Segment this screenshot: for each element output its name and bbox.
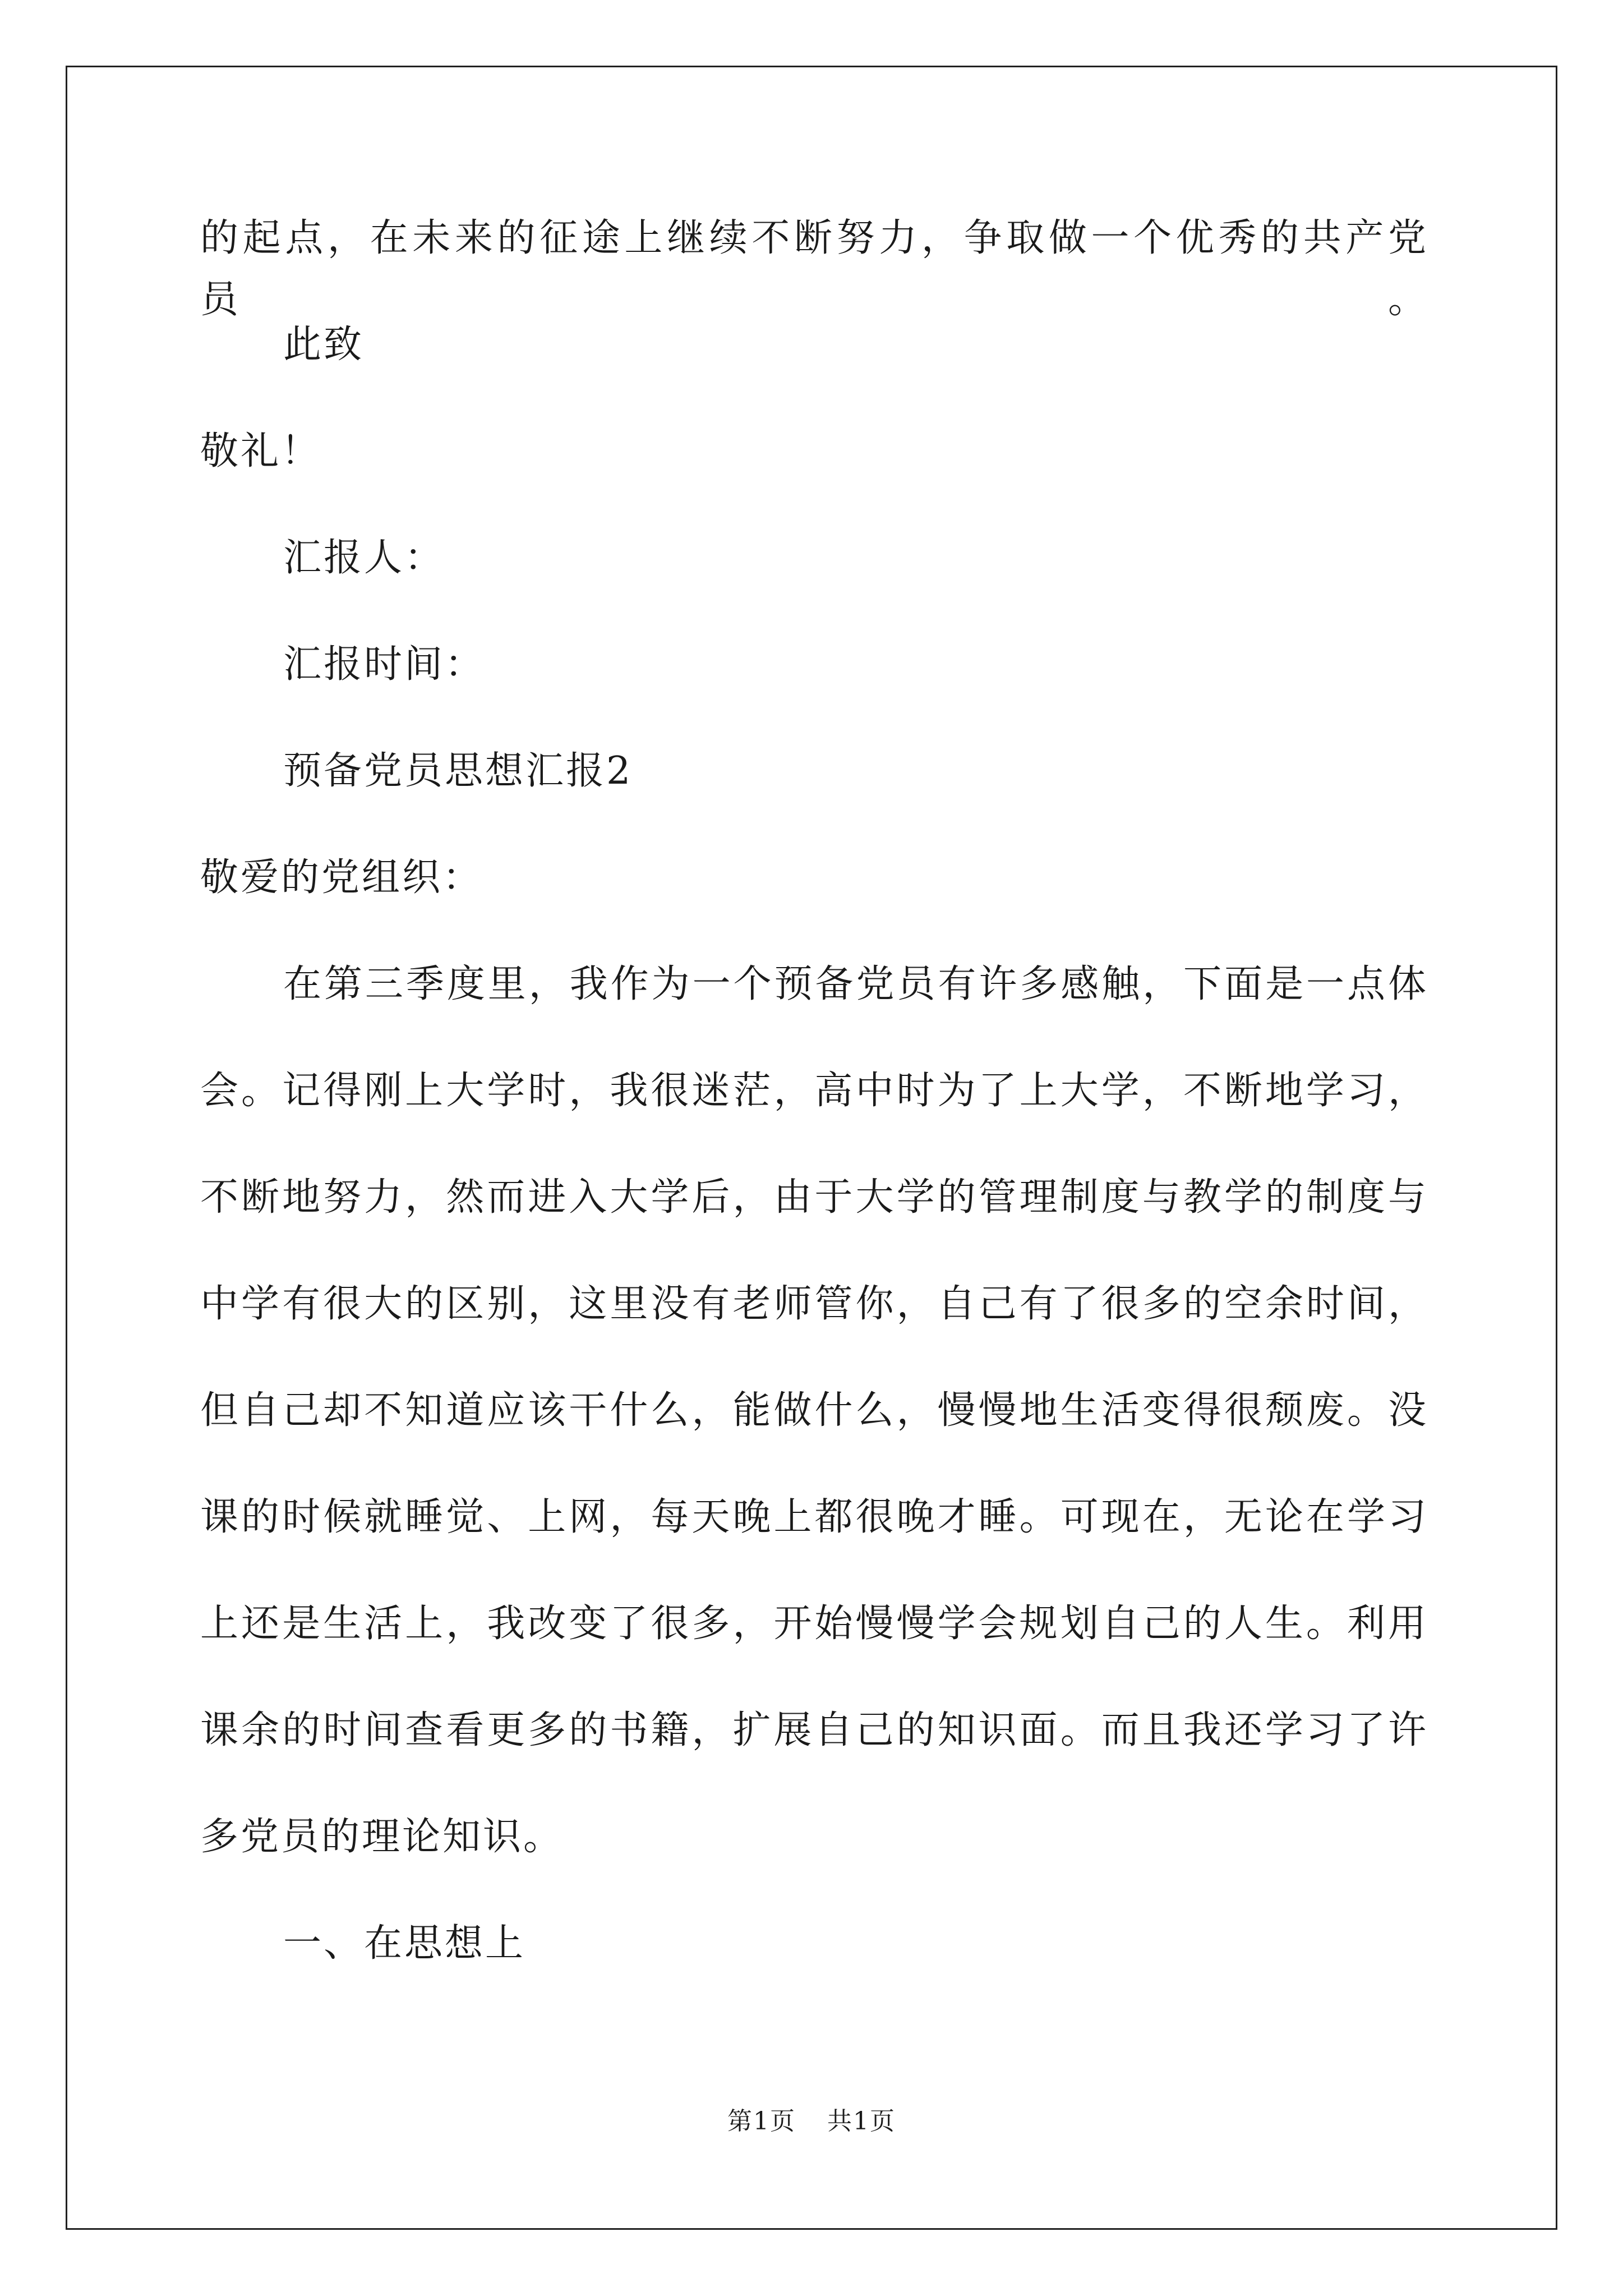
text-line: 中学有很大的区别，这里没有老师管你，自己有了很多的空余时间， bbox=[200, 1282, 1428, 1326]
text-line: 预备党员思想汇报2 bbox=[283, 749, 633, 793]
text-line: 敬礼！ bbox=[200, 429, 322, 473]
text-line: 汇报时间： bbox=[283, 642, 486, 687]
text-line: 此致 bbox=[283, 323, 365, 367]
text-line: 一、在思想上 bbox=[283, 1921, 526, 1966]
text-line: 敬爱的党组织： bbox=[200, 855, 483, 900]
text-line: 课余的时间查看更多的书籍，扩展自己的知识面。而且我还学习了许 bbox=[200, 1708, 1428, 1752]
document-body bbox=[200, 208, 1428, 2019]
text-line: 汇报人： bbox=[283, 536, 445, 580]
text-line: 不断地努力，然而进入大学后，由于大学的管理制度与教学的制度与 bbox=[200, 1175, 1428, 1220]
text-line: 的起点，在未来的征途上继续不断努力，争取做一个优秀的共产党员。 bbox=[200, 216, 1428, 322]
page-number: 第1页 bbox=[727, 2107, 796, 2136]
text-line: 多党员的理论知识。 bbox=[200, 1815, 564, 1859]
page-footer bbox=[0, 2101, 1623, 2137]
text-line: 上还是生活上，我改变了很多，开始慢慢学会规划自己的人生。利用 bbox=[200, 1602, 1428, 1646]
text-line: 但自己却不知道应该干什么，能做什么，慢慢地生活变得很颓废。没 bbox=[200, 1388, 1428, 1433]
text-line: 在第三季度里，我作为一个预备党员有许多感触，下面是一点体 bbox=[283, 962, 1428, 1006]
text-line: 会。记得刚上大学时，我很迷茫，高中时为了上大学，不断地学习， bbox=[200, 1069, 1428, 1113]
page-total: 共1页 bbox=[827, 2107, 896, 2136]
text-line: 课的时候就睡觉、上网，每天晚上都很晚才睡。可现在，无论在学习 bbox=[200, 1495, 1428, 1539]
